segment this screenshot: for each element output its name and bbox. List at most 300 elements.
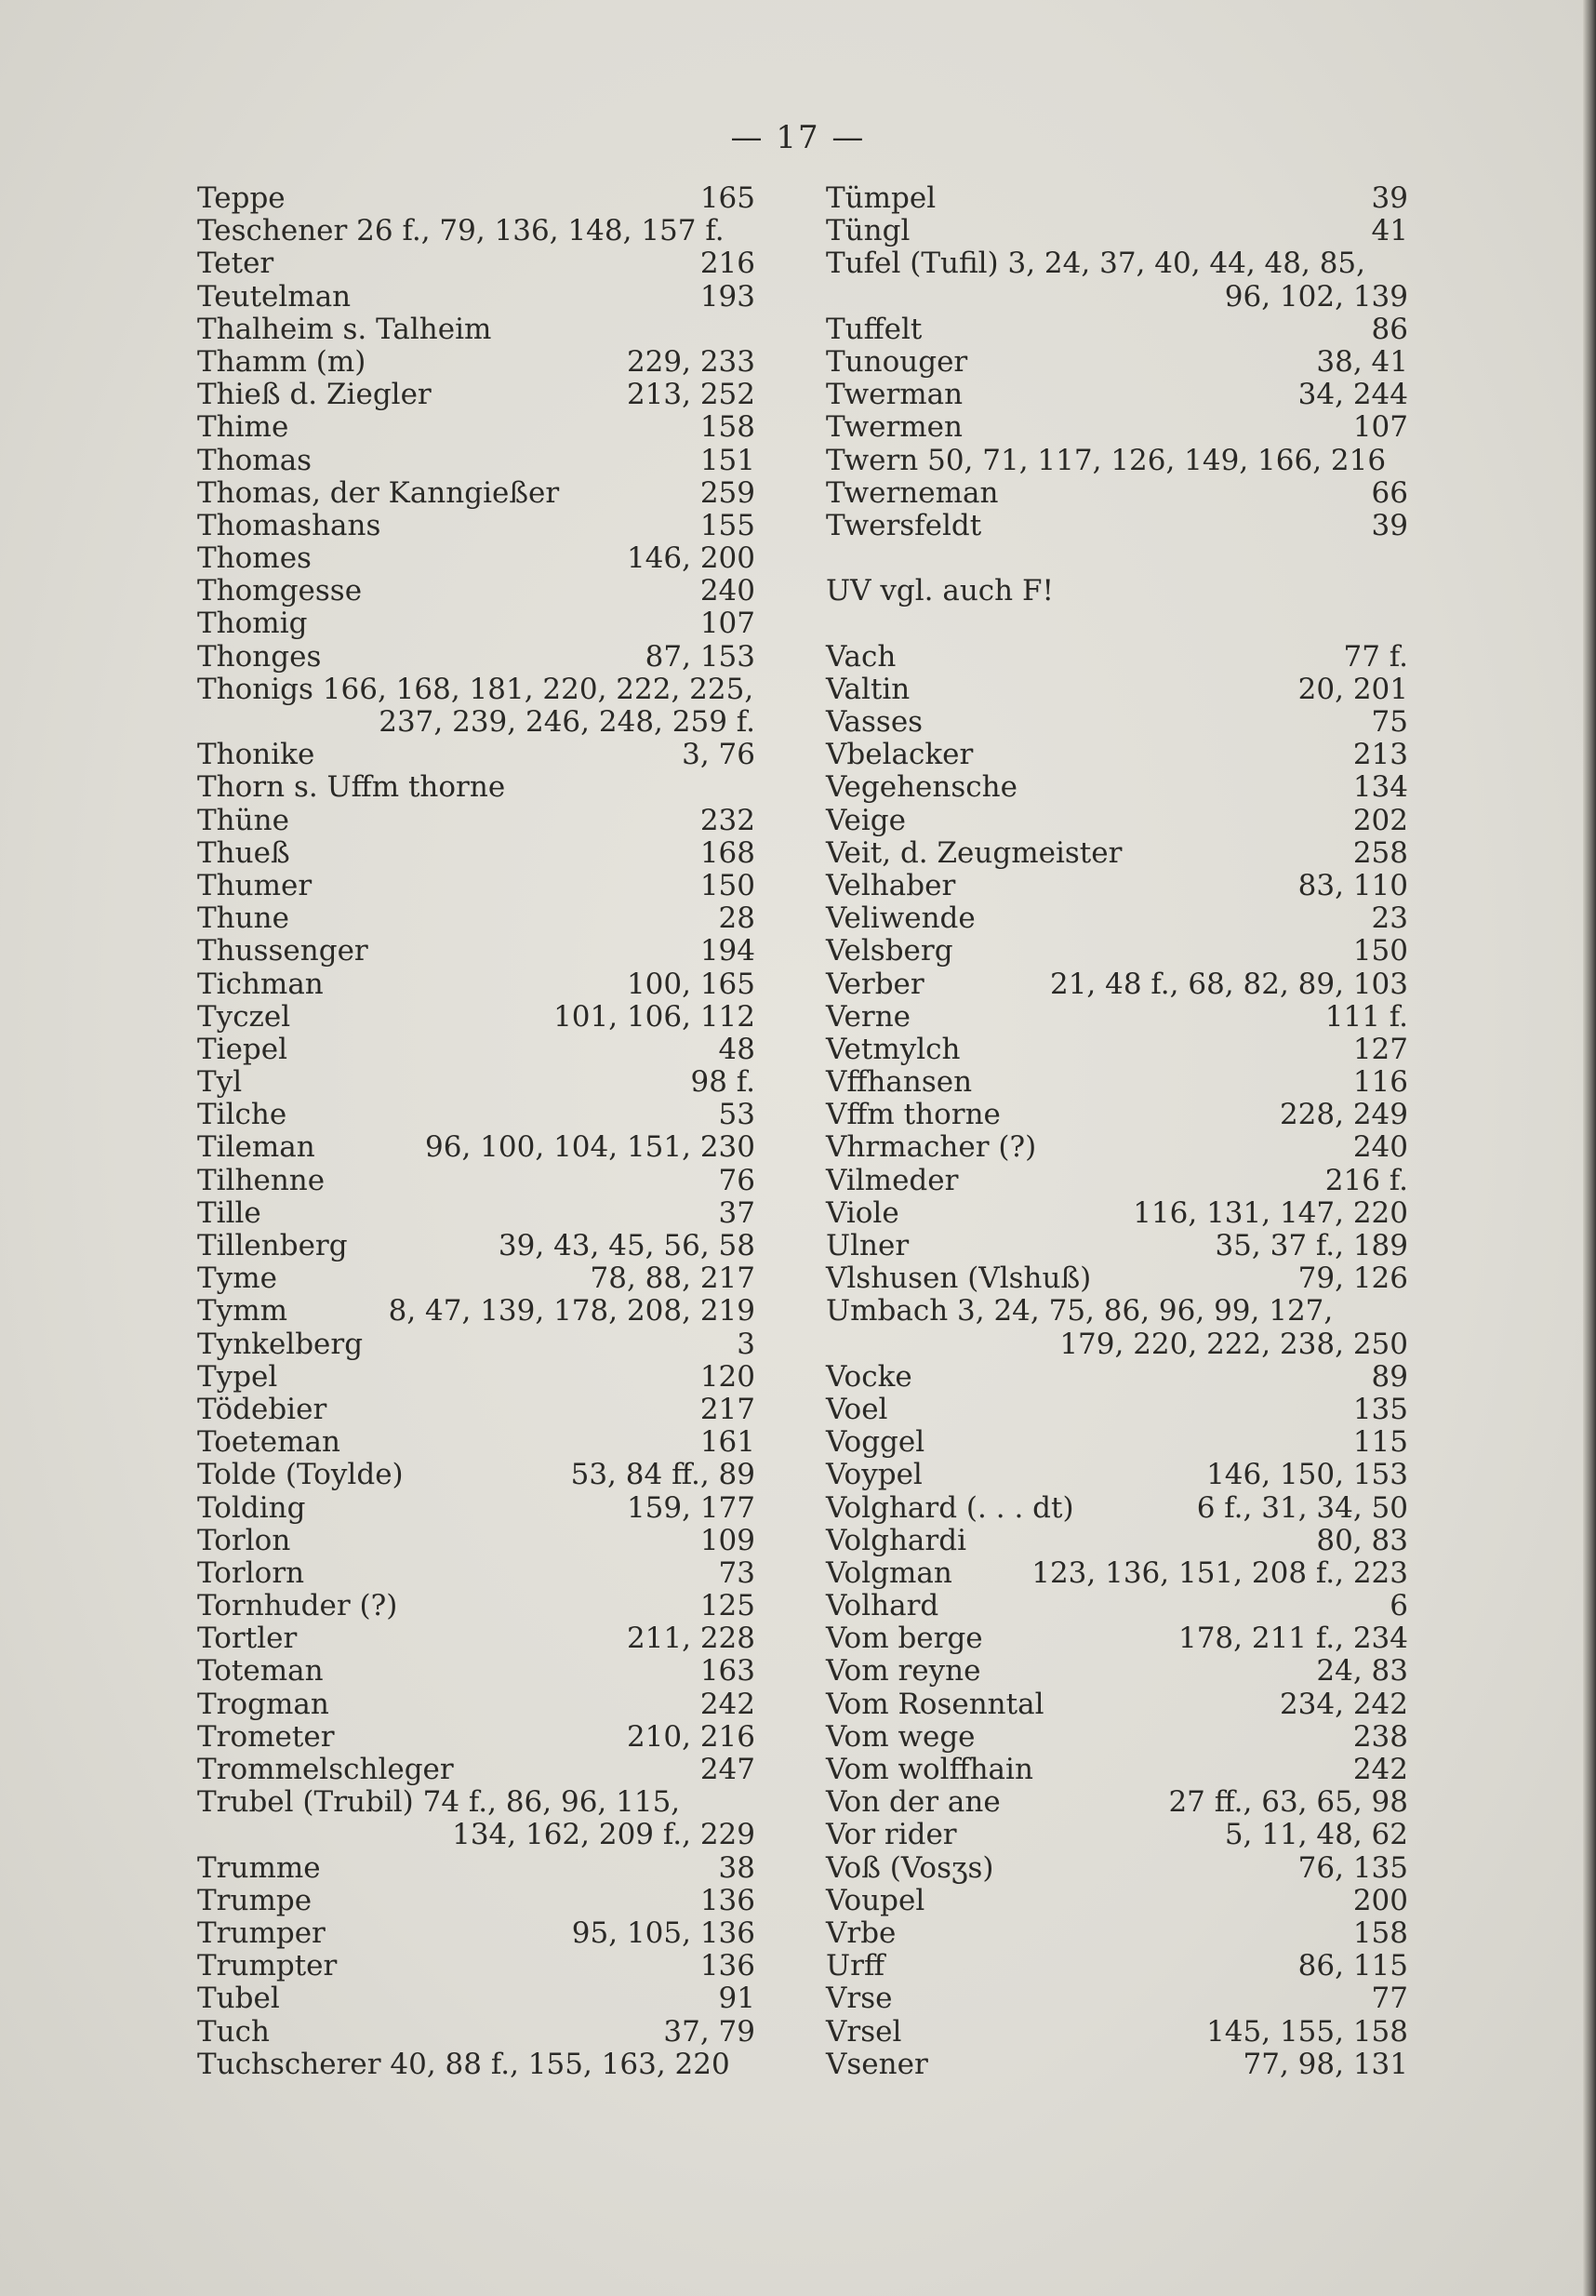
entry-name: Thonigs 166, 168, 181, 220, 222, 225, <box>197 672 754 706</box>
index-entry <box>197 314 755 346</box>
index-entry <box>826 1394 1408 1426</box>
entry-name: Tubel <box>197 1982 280 2016</box>
entry-name: Vegehensche <box>826 770 1017 805</box>
index-entry <box>197 542 755 575</box>
entry-pages: 216 f. <box>1324 1163 1408 1197</box>
entry-pages: 123, 136, 151, 208 f., 223 <box>1031 1555 1408 1590</box>
entry-pages: 259 <box>699 475 755 510</box>
entry-name: Vhrmacher (?) <box>826 1130 1037 1165</box>
index-entry <box>826 1950 1408 1982</box>
index-entry <box>197 1034 755 1066</box>
index-entry <box>197 674 755 706</box>
entry-name: Trumme <box>197 1850 321 1885</box>
entry-pages: 240 <box>1352 1130 1408 1165</box>
page-edge-shadow <box>1583 0 1596 2296</box>
entry-pages: 150 <box>699 868 755 902</box>
index-entry <box>197 1852 755 1885</box>
entry-name: Valtin <box>826 672 911 706</box>
index-entry <box>826 1066 1408 1099</box>
entry-pages: 76, 135 <box>1297 1850 1408 1885</box>
entry-name: Twermen <box>826 410 963 445</box>
index-entry <box>826 411 1408 444</box>
entry-name: Urff <box>826 1949 884 1983</box>
entry-name: Twern 50, 71, 117, 126, 149, 166, 216 <box>826 443 1387 477</box>
index-entry <box>826 1525 1408 1557</box>
index-entry <box>826 2016 1408 2049</box>
entry-name: Tiepel <box>197 1032 288 1066</box>
entry-pages: 216 <box>699 247 755 281</box>
index-entry-continuation <box>826 281 1408 314</box>
index-entry <box>826 1557 1408 1590</box>
entry-pages: 134, 162, 209 f., 229 <box>452 1818 755 1852</box>
entry-name: Thorn s. Uffm thorne <box>197 770 506 805</box>
entry-name: Vasses <box>826 705 924 739</box>
entry-pages: 66 <box>1371 475 1408 510</box>
entry-pages: 194 <box>699 934 755 968</box>
entry-pages: 211, 228 <box>626 1622 755 1656</box>
index-entry <box>197 182 755 215</box>
entry-pages: 86 <box>1371 312 1408 346</box>
entry-name: Tornhuder (?) <box>197 1589 398 1623</box>
entry-pages: 202 <box>1352 803 1408 837</box>
index-entry <box>826 314 1408 346</box>
entry-pages: 75 <box>1371 705 1408 739</box>
index-entry <box>826 1721 1408 1754</box>
index-entry <box>826 771 1408 804</box>
entry-name: Torlorn <box>197 1555 305 1590</box>
page-number: — 17 — <box>730 119 866 156</box>
entry-name: Thomgesse <box>197 574 363 608</box>
index-entry <box>826 1852 1408 1885</box>
entry-pages: 8, 47, 139, 178, 208, 219 <box>388 1294 755 1328</box>
index-entry <box>826 1786 1408 1819</box>
index-entry <box>826 1165 1408 1197</box>
entry-name: Viole <box>826 1195 899 1230</box>
index-entry <box>197 1295 755 1328</box>
entry-pages: 28 <box>718 901 755 936</box>
index-entry <box>197 1492 755 1525</box>
entry-name: Von der ane <box>826 1785 1001 1820</box>
entry-pages: 39, 43, 45, 56, 58 <box>498 1229 755 1262</box>
entry-name: Thonike <box>197 738 315 772</box>
entry-name: Voupel <box>826 1883 925 1917</box>
index-entry <box>197 379 755 411</box>
index-entry <box>826 968 1408 1001</box>
entry-pages: 41 <box>1371 214 1408 248</box>
entry-pages: 37 <box>718 1195 755 1230</box>
entry-pages: 23 <box>1371 901 1408 936</box>
entry-name: Veige <box>826 803 906 837</box>
entry-name: Thune <box>197 901 289 936</box>
index-entry <box>826 182 1408 215</box>
entry-name: Trumpe <box>197 1883 313 1917</box>
entry-name: Tüngl <box>826 214 911 248</box>
index-entry <box>197 1328 755 1361</box>
entry-pages: 100, 165 <box>626 967 755 1001</box>
entry-name: Verne <box>826 999 911 1034</box>
entry-pages: 232 <box>699 803 755 837</box>
entry-name: Tynkelberg <box>197 1327 364 1361</box>
index-entry <box>826 1622 1408 1655</box>
entry-name: Vetmylch <box>826 1032 961 1066</box>
entry-pages: 24, 83 <box>1316 1654 1408 1689</box>
index-entry-continuation <box>197 706 755 739</box>
index-entry <box>826 1001 1408 1034</box>
entry-name: Thueß <box>197 835 290 870</box>
index-entry <box>826 379 1408 411</box>
entry-pages: 48 <box>718 1032 755 1066</box>
entry-pages: 76 <box>718 1163 755 1197</box>
entry-name: Tümpel <box>826 181 937 215</box>
index-entry <box>197 1001 755 1034</box>
entry-name: Torlon <box>197 1523 291 1557</box>
index-entry <box>197 935 755 968</box>
index-group-t <box>826 182 1408 542</box>
entry-pages: 39 <box>1371 508 1408 542</box>
entry-name: Vbelacker <box>826 738 974 772</box>
index-entry <box>197 1885 755 1917</box>
entry-pages: 34, 244 <box>1297 378 1408 412</box>
index-entry <box>197 1950 755 1982</box>
index-entry <box>197 739 755 771</box>
entry-pages: 115 <box>1352 1425 1408 1460</box>
entry-pages: 20, 201 <box>1297 672 1408 706</box>
index-entry <box>197 247 755 280</box>
entry-pages: 91 <box>718 1982 755 2016</box>
index-entry <box>197 346 755 379</box>
entry-pages: 217 <box>699 1392 755 1426</box>
entry-name: Volhard <box>826 1589 939 1623</box>
entry-name: Vom wege <box>826 1719 976 1754</box>
entry-name: Volghard (. . . dt) <box>826 1490 1074 1525</box>
entry-name: Trometer <box>197 1719 335 1754</box>
entry-pages: 229, 233 <box>626 344 755 379</box>
index-entry <box>197 1689 755 1721</box>
entry-pages: 145, 155, 158 <box>1206 2014 1408 2049</box>
entry-pages: 242 <box>1352 1753 1408 1786</box>
index-entry <box>826 1230 1408 1262</box>
entry-pages: 101, 106, 112 <box>553 999 755 1034</box>
index-entry <box>197 1262 755 1295</box>
entry-name: Thomas, der Kanngießer <box>197 475 560 510</box>
entry-name: Thonges <box>197 639 322 674</box>
entry-name: Tillenberg <box>197 1229 348 1262</box>
index-entry <box>826 1426 1408 1459</box>
index-entry <box>197 1721 755 1754</box>
entry-pages: 77 <box>1371 1982 1408 2016</box>
index-entry <box>826 902 1408 935</box>
entry-name: Vrse <box>826 1982 893 2016</box>
entry-name: Tolde (Toylde) <box>197 1458 404 1492</box>
entry-pages: 125 <box>699 1589 755 1623</box>
index-entry <box>197 1426 755 1459</box>
index-entry <box>197 2016 755 2049</box>
index-column-right <box>826 182 1408 2081</box>
entry-name: Thomig <box>197 607 308 641</box>
entry-pages: 168 <box>699 835 755 870</box>
entry-pages: 77 f. <box>1343 639 1408 674</box>
index-entry <box>826 641 1408 674</box>
index-entry <box>826 215 1408 247</box>
entry-pages: 89 <box>1371 1359 1408 1394</box>
index-entry <box>197 445 755 477</box>
index-entry <box>826 346 1408 379</box>
entry-pages: 109 <box>699 1523 755 1557</box>
index-entry <box>197 1459 755 1491</box>
entry-name: Velhaber <box>826 868 956 902</box>
entry-pages: 242 <box>699 1687 755 1721</box>
entry-name: Twerneman <box>826 475 999 510</box>
entry-pages: 39 <box>1371 181 1408 215</box>
entry-pages: 87, 153 <box>645 639 755 674</box>
entry-pages: 151 <box>699 443 755 477</box>
index-entry <box>826 870 1408 902</box>
entry-pages: 146, 200 <box>626 541 755 576</box>
entry-name: Thamm (m) <box>197 344 366 379</box>
entry-name: Tymm <box>197 1294 287 1328</box>
entry-pages: 35, 37 f., 189 <box>1215 1229 1408 1262</box>
entry-pages: 6 <box>1390 1589 1408 1623</box>
entry-pages: 228, 249 <box>1279 1098 1408 1132</box>
entry-pages: 107 <box>1352 410 1408 445</box>
entry-name: Trommelschleger <box>197 1753 454 1786</box>
entry-pages: 193 <box>699 279 755 314</box>
entry-name: Voggel <box>826 1425 925 1460</box>
entry-name: Thieß d. Ziegler <box>197 378 432 412</box>
index-entry <box>197 902 755 935</box>
index-entry <box>197 607 755 640</box>
index-entry <box>197 968 755 1001</box>
entry-pages: 77, 98, 131 <box>1243 2047 1408 2081</box>
entry-pages: 163 <box>699 1654 755 1689</box>
index-entry <box>197 1655 755 1688</box>
entry-pages: 96, 102, 139 <box>1224 279 1408 314</box>
entry-name: Tolding <box>197 1490 306 1525</box>
entry-name: Tufel (Tufil) 3, 24, 37, 40, 44, 48, 85, <box>826 247 1366 281</box>
index-entry <box>197 771 755 804</box>
index-entry <box>826 477 1408 510</box>
index-column-left <box>197 182 755 2081</box>
index-entry-continuation <box>826 1328 1408 1361</box>
index-entry <box>826 1295 1408 1328</box>
entry-name: Typel <box>197 1359 278 1394</box>
entry-name: Toteman <box>197 1654 324 1689</box>
entry-name: Tille <box>197 1195 261 1230</box>
entry-name: Tileman <box>197 1130 315 1165</box>
entry-pages: 6 f., 31, 34, 50 <box>1196 1490 1408 1525</box>
entry-name: Vrbe <box>826 1916 897 1950</box>
index-group-v <box>826 641 1408 2081</box>
entry-name: Tortler <box>197 1622 298 1656</box>
entry-pages: 27 ff., 63, 65, 98 <box>1168 1785 1408 1820</box>
entry-pages: 200 <box>1352 1883 1408 1917</box>
entry-name: Tuch <box>197 2014 270 2049</box>
index-entry <box>197 1590 755 1622</box>
entry-name: Tuchscherer 40, 88 f., 155, 163, 220 <box>197 2047 730 2081</box>
entry-name: Tyme <box>197 1261 277 1296</box>
index-entry <box>826 739 1408 771</box>
index-entry <box>826 706 1408 739</box>
entry-name: Tilche <box>197 1098 287 1132</box>
entry-name: Veit, d. Zeugmeister <box>826 835 1123 870</box>
entry-pages: 127 <box>1352 1032 1408 1066</box>
index-entry <box>826 1885 1408 1917</box>
entry-pages: 86, 115 <box>1297 1949 1408 1983</box>
entry-name: Teppe <box>197 181 286 215</box>
index-entry <box>197 215 755 247</box>
index-entry <box>197 1066 755 1099</box>
entry-name: Voß (Vosʒs) <box>826 1850 994 1885</box>
index-entry <box>826 247 1408 280</box>
entry-name: Vrsel <box>826 2014 902 2049</box>
entry-name: Teutelman <box>197 279 352 314</box>
index-entry <box>826 445 1408 477</box>
index-entry <box>197 805 755 837</box>
index-entry <box>197 1361 755 1394</box>
spacer <box>826 542 1408 575</box>
spacer <box>826 607 1408 640</box>
entry-name: Teschener 26 f., 79, 136, 148, 157 f. <box>197 214 725 248</box>
entry-name: Vor rider <box>826 1818 957 1852</box>
entry-name: Verber <box>826 967 924 1001</box>
entry-pages: 210, 216 <box>626 1719 755 1754</box>
entry-name: Thomas <box>197 443 313 477</box>
entry-pages: 136 <box>699 1949 755 1983</box>
index-entry <box>826 1917 1408 1950</box>
entry-pages: 234, 242 <box>1279 1687 1408 1721</box>
index-entry <box>197 1754 755 1786</box>
entry-name: Volgman <box>826 1555 952 1590</box>
entry-pages: 136 <box>699 1883 755 1917</box>
index-entry <box>197 870 755 902</box>
entry-name: Vilmeder <box>826 1163 959 1197</box>
entry-pages: 38 <box>718 1850 755 1885</box>
entry-pages: 83, 110 <box>1297 868 1408 902</box>
cross-reference-text: UV vgl. auch F! <box>826 574 1054 608</box>
entry-pages: 135 <box>1352 1392 1408 1426</box>
entry-pages: 258 <box>1352 835 1408 870</box>
index-entry <box>826 837 1408 870</box>
index-entry <box>826 1361 1408 1394</box>
entry-name: Thalheim s. Talheim <box>197 312 492 346</box>
entry-pages: 107 <box>699 607 755 641</box>
index-entry <box>826 1982 1408 2015</box>
entry-pages: 38, 41 <box>1316 344 1408 379</box>
index-entry <box>826 1689 1408 1721</box>
index-entry <box>826 1099 1408 1131</box>
index-entry <box>197 1099 755 1131</box>
entry-pages: 247 <box>699 1753 755 1786</box>
index-entry <box>826 1262 1408 1295</box>
entry-name: Trubel (Trubil) 74 f., 86, 96, 115, <box>197 1785 681 1820</box>
entry-name: Trumper <box>197 1916 326 1950</box>
index-entry <box>826 674 1408 706</box>
index-entry <box>197 1165 755 1197</box>
index-entry <box>197 641 755 674</box>
index-entry <box>197 477 755 510</box>
index-entry <box>197 837 755 870</box>
entry-name: Voypel <box>826 1458 923 1492</box>
entry-name: Thussenger <box>197 934 368 968</box>
index-entry <box>826 1655 1408 1688</box>
entry-name: Thime <box>197 410 289 445</box>
index-entry <box>826 1819 1408 1851</box>
entry-name: Vsener <box>826 2047 928 2081</box>
index-entry-continuation <box>197 1819 755 1851</box>
entry-pages: 95, 105, 136 <box>571 1916 755 1950</box>
entry-name: Tunouger <box>826 344 968 379</box>
entry-pages: 53, 84 ff., 89 <box>570 1458 755 1492</box>
entry-pages: 158 <box>1352 1916 1408 1950</box>
entry-pages: 158 <box>699 410 755 445</box>
entry-name: Vom Rosenntal <box>826 1687 1044 1721</box>
index-entry <box>197 1131 755 1164</box>
index-entry <box>197 1557 755 1590</box>
entry-pages: 111 f. <box>1324 999 1408 1034</box>
index-entry <box>826 1754 1408 1786</box>
entry-pages: 21, 48 f., 68, 82, 89, 103 <box>1049 967 1408 1001</box>
index-entry <box>197 575 755 607</box>
index-entry <box>197 1525 755 1557</box>
index-entry <box>197 1622 755 1655</box>
entry-name: Ulner <box>826 1229 910 1262</box>
entry-name: Tödebier <box>197 1392 327 1426</box>
entry-pages: 116 <box>1352 1065 1408 1100</box>
index-entry <box>826 1131 1408 1164</box>
entry-pages: 5, 11, 48, 62 <box>1224 1818 1408 1852</box>
entry-pages: 213, 252 <box>626 378 755 412</box>
entry-name: Velsberg <box>826 934 953 968</box>
entry-pages: 73 <box>718 1555 755 1590</box>
index-entry <box>197 2049 755 2081</box>
index-entry <box>826 805 1408 837</box>
entry-name: Teter <box>197 247 274 281</box>
entry-pages: 237, 239, 246, 248, 259 f. <box>379 705 755 739</box>
entry-pages: 98 f. <box>690 1065 755 1100</box>
entry-pages: 80, 83 <box>1316 1523 1408 1557</box>
entry-name: Vom reyne <box>826 1654 981 1689</box>
entry-pages: 37, 79 <box>663 2014 755 2049</box>
index-entry <box>197 1786 755 1819</box>
entry-name: Volghardi <box>826 1523 966 1557</box>
index-entry <box>826 510 1408 542</box>
entry-name: Trumpter <box>197 1949 338 1983</box>
entry-pages: 159, 177 <box>626 1490 755 1525</box>
index-entry <box>197 281 755 314</box>
index-entry <box>826 1197 1408 1230</box>
entry-name: Vocke <box>826 1359 912 1394</box>
entry-pages: 238 <box>1352 1719 1408 1754</box>
entry-name: Vffhansen <box>826 1065 973 1100</box>
entry-name: Thumer <box>197 868 313 902</box>
entry-pages: 165 <box>699 181 755 215</box>
entry-name: Vom wolffhain <box>826 1753 1033 1786</box>
entry-name: Vach <box>826 639 897 674</box>
entry-name: Vffm thorne <box>826 1098 1001 1132</box>
entry-name: Tuffelt <box>826 312 923 346</box>
entry-name: Twerman <box>826 378 964 412</box>
entry-pages: 178, 211 f., 234 <box>1177 1622 1408 1656</box>
entry-pages: 79, 126 <box>1297 1261 1408 1296</box>
entry-name: Thüne <box>197 803 289 837</box>
entry-name: Thomes <box>197 541 312 576</box>
entry-name: Voel <box>826 1392 888 1426</box>
entry-pages: 120 <box>699 1359 755 1394</box>
entry-pages: 3, 76 <box>682 738 755 772</box>
entry-pages: 161 <box>699 1425 755 1460</box>
entry-name: Tyczel <box>197 999 291 1034</box>
entry-name: Tilhenne <box>197 1163 326 1197</box>
